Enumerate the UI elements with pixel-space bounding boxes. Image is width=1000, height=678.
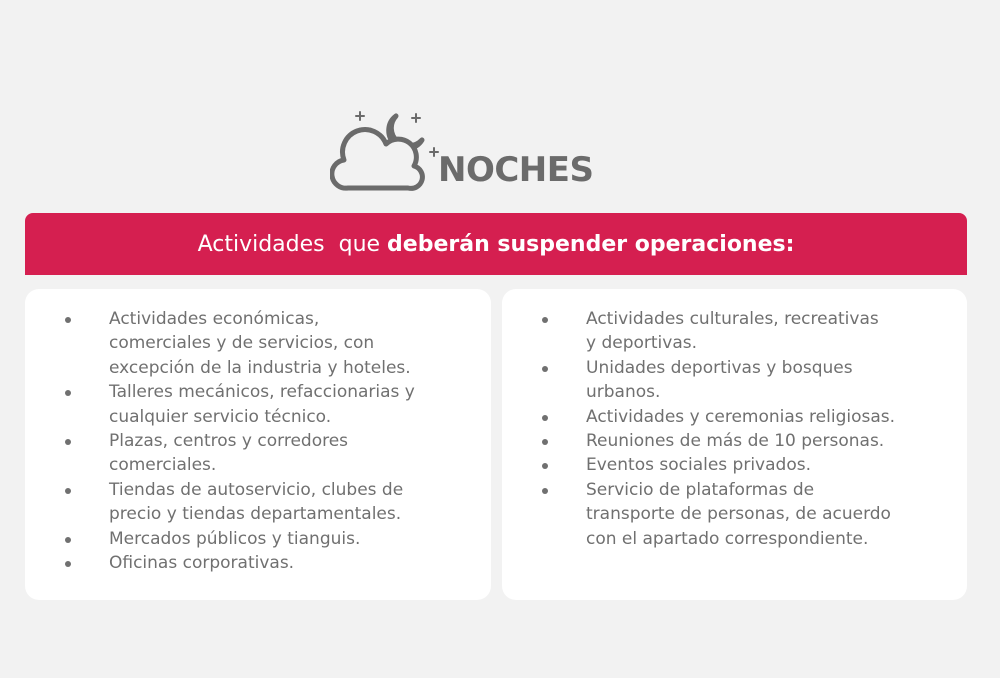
left-activities-list: [63, 307, 475, 575]
page-title: NOCHES: [438, 150, 594, 190]
moon-cloud-icon: [330, 106, 440, 196]
title-block: [330, 106, 630, 196]
list-item: Tiendas de autoservicio, clubes de precio y tiendas departamentales.: [63, 478, 475, 527]
list-item: Oficinas corporativas.: [63, 551, 475, 575]
right-activities-list: [540, 307, 951, 551]
banner-text-bold: deberán suspender operaciones:: [387, 231, 795, 257]
list-item: Reuniones de más de 10 personas.: [540, 429, 951, 453]
section-banner: [25, 213, 967, 275]
right-activities-card: [502, 289, 967, 600]
list-item: Talleres mecánicos, refaccionarias y cualquier servicio técnico.: [63, 380, 475, 429]
banner-text-regular: Actividades que: [197, 231, 388, 257]
list-item: Servicio de plataformas de transporte de personas, de acuerdo con el apartado correspondiente.: [540, 478, 951, 551]
list-item: Eventos sociales privados.: [540, 453, 951, 477]
list-item: Actividades y ceremonias religiosas.: [540, 405, 951, 429]
list-item: Actividades económicas, comerciales y de servicios, con excepción de la industria y hoteles.: [63, 307, 475, 380]
list-item: Mercados públicos y tianguis.: [63, 527, 475, 551]
list-item: Plazas, centros y corredores comerciales.: [63, 429, 475, 478]
list-item: Unidades deportivas y bosques urbanos.: [540, 356, 951, 405]
left-activities-card: [25, 289, 491, 600]
list-item: Actividades culturales, recreativas y deportivas.: [540, 307, 951, 356]
